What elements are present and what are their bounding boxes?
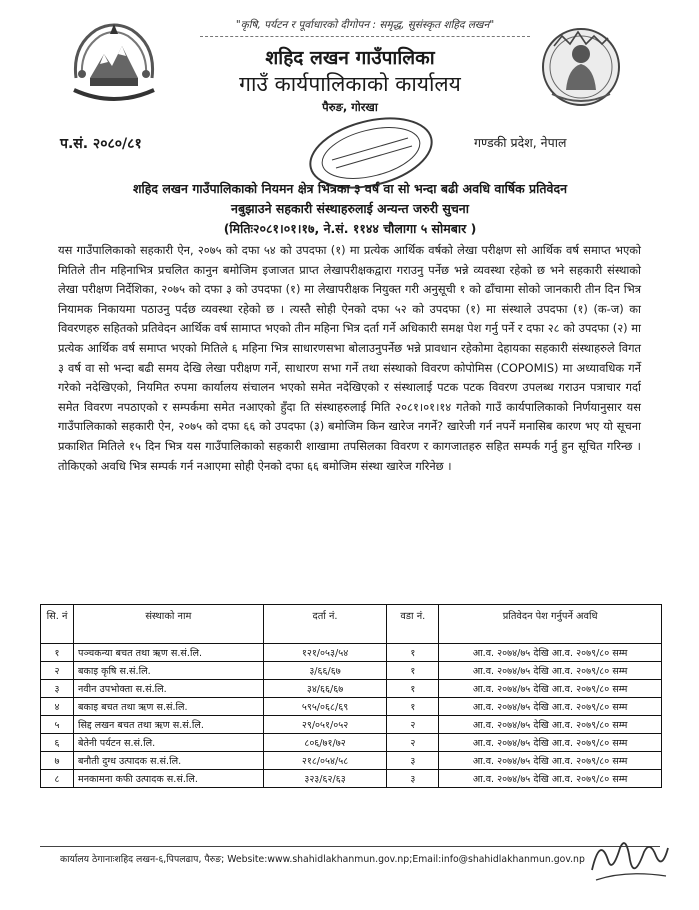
cell-name: बनौती दुग्ध उत्पादक स.सं.लि. (73, 752, 263, 770)
cell-ward: ३ (387, 752, 439, 770)
table-row (41, 662, 662, 680)
municipality-logo-icon (540, 24, 622, 110)
cell-period: आ.व. २०७४/७५ देखि आ.व. २०७९/८० सम्म (439, 770, 662, 788)
cooperatives-table (40, 604, 662, 788)
cell-sn: ७ (41, 752, 74, 770)
cell-ward: २ (387, 716, 439, 734)
notice-heading: शहिद लखन गाउँपालिकाको नियमन क्षेत्र भित्रका ३ वर्ष वा सो भन्दा बढी अवधि वार्षिक प्रतिवेदन (132, 181, 568, 196)
cell-period: आ.व. २०७४/७५ देखि आ.व. २०७९/८० सम्म (439, 734, 662, 752)
header-period: प्रतिवेदन पेश गर्नुपर्ने अवधि (439, 605, 662, 644)
cell-sn: ६ (41, 734, 74, 752)
cell-period: आ.व. २०७४/७५ देखि आ.व. २०७९/८० सम्म (439, 752, 662, 770)
slogan: "कृषि, पर्यटन र पूर्वाधारको दीगोपन : समृद्ध, सुसंस्कृत शहिद लखन" (235, 19, 495, 31)
cell-sn: ३ (41, 680, 74, 698)
cell-period: आ.व. २०७४/७५ देखि आ.व. २०७९/८० सम्म (439, 698, 662, 716)
table-row (41, 752, 662, 770)
cell-ward: ३ (387, 770, 439, 788)
footer-divider (40, 846, 660, 847)
table-body (41, 644, 662, 788)
table-row (41, 680, 662, 698)
cell-reg-no: २९/०५१/०५२ (263, 716, 387, 734)
slogan-divider (200, 36, 530, 37)
cell-period: आ.व. २०७४/७५ देखि आ.व. २०७९/८० सम्म (439, 716, 662, 734)
cell-reg-no: ३२३/६२/६३ (263, 770, 387, 788)
cell-reg-no: ३४/६६/६७ (263, 680, 387, 698)
cell-ward: १ (387, 662, 439, 680)
cell-name: पञ्चकन्या बचत तथा ऋण स.सं.लि. (73, 644, 263, 662)
cell-name: मनकामना कफी उत्पादक स.सं.लि. (73, 770, 263, 788)
cell-ward: २ (387, 734, 439, 752)
notice-date: (मितिः२०८१।०१।१७, ने.सं. ११४४ चौलागा ५ सोमबार ) (223, 221, 477, 236)
cell-reg-no: २१८/०५४/५८ (263, 752, 387, 770)
office-name: गाउँ कार्यपालिकाको कार्यालय (239, 72, 461, 96)
table-row (41, 698, 662, 716)
header-sn: सि. नं (41, 605, 74, 644)
cell-reg-no: ८०६/७१/७२ (263, 734, 387, 752)
cell-name: बेतेनी पर्यटन स.सं.लि. (73, 734, 263, 752)
header-reg-no: दर्ता नं. (263, 605, 387, 644)
table-row (41, 734, 662, 752)
signature-icon (586, 830, 672, 888)
table-header-row (41, 605, 662, 644)
cell-name: सिद्द लखन बचत तथा ऋण स.सं.लि. (73, 716, 263, 734)
footer-address: कार्यालय ठेगानाःशहिद लखन-६,पिपलढाप, पैरुङ; Website:www.shahidlakhanmun.gov.np;Email:info@shahidlakhanmun.gov.np (60, 854, 585, 865)
notice-subheading: नबुझाउने सहकारी संस्थाहरुलाई अन्यन्त जरुरी सुचना (231, 201, 469, 216)
cell-ward: १ (387, 644, 439, 662)
cell-name: नवीन उपभोक्ता स.सं.लि. (73, 680, 263, 698)
province-label: गण्डकी प्रदेश, नेपाल (474, 135, 567, 150)
office-district: पैरुङ, गोरखा (322, 100, 378, 114)
cell-sn: १ (41, 644, 74, 662)
cell-period: आ.व. २०७४/७५ देखि आ.व. २०७९/८० सम्म (439, 662, 662, 680)
cell-ward: १ (387, 680, 439, 698)
cell-period: आ.व. २०७४/७५ देखि आ.व. २०७९/८० सम्म (439, 644, 662, 662)
reference-number: प.सं. २०८०/८१ (60, 136, 142, 152)
cell-sn: २ (41, 662, 74, 680)
cell-sn: ५ (41, 716, 74, 734)
table-row (41, 716, 662, 734)
cell-reg-no: ५९५/०६८/६९ (263, 698, 387, 716)
cell-sn: ४ (41, 698, 74, 716)
cell-period: आ.व. २०७४/७५ देखि आ.व. २०७९/८० सम्म (439, 680, 662, 698)
nepal-emblem-icon (66, 16, 162, 108)
header-ward: वडा नं. (387, 605, 439, 644)
org-name: शहिद लखन गाउँपालिका (265, 47, 435, 69)
notice-body: यस गाउँपालिकाको सहकारी ऐन, २०७५ को दफा ५४ को उपदफा (१) मा प्रत्येक आर्थिक वर्षको लेखा परीक्षण सो आर्थिक वर्ष समाप्त भएको मितिले तीन महिनाभित्र प्रचलित कानुन बमोजिम इजाजत प्राप्त लेखापरीक्षकद्वारा गराउनु पर्नेछ भन्ने व्यवस्था रहेको छ भने सहकारी संस्थाको लेखा परीक्षण निर्देशिका, २०७५ को दफा ३ को उपदफा (१) मा लेखापरीक्षक नियुक्त गरी अनुसूची १ को ढाँचामा सोको जानकारी तीन दिन भित्र नियामक निकायमा पठाउनु पर्दछ व्यवस्था रहेको छ । त्यस्तै सोही ऐनको दफा ५२ को उपदफा (१) मा संस्थाले उपदफा (१) (क-ज) का विवरणहरु सहितको प्रतिवेदन आर्थिक वर्ष सामाप्त भएको तीन महिना भित्र दर्ता गर्ने अधिकारी समक्ष पेश गर्नु पर्ने र दफा २८ को उपदफा (२) मा प्रत्येक आर्थिक वर्ष समाप्त भएको मितिले ६ महिना भित्र साधारणसभा बोलाउनुपर्नेछ भन्ने प्रावधान रहेकोमा देहायका सहकारी संस्थाहरुले विगत ३ वर्ष वा सो भन्दा बढी समय देखि लेखा परीक्षण गर्ने, साधारण सभा गर्ने तथा संस्थाको विवरण कोपोमिस (COPOMIS) मा अध्यावधिक गर्ने गरेको नदेखिएको, नियमित रुपमा कार्यालय संचालन भएको समेत नदेखिएको र संस्थालाई पटक पटक विवरण उपलब्ध गराउन पत्राचार गर्दा समेत विवरण नपठाएको र सम्पर्कमा समेत नआएको हुँदा ति संस्थाहरुलाई मिति २०८१।०१।१४ गतेको गाउँ कार्यपालिकाको निर्णयानुसार यस गाउँपालिकाको सहकारी ऐन, २०७५ को दफा ६६ को उपदफा (३) बमोजिम किन खारेज नगर्ने? खारेजी गर्न नपर्ने मनासिब कारण भए यो सूचना प्रकाशित मितिले १५ दिन भित्र यस गाउँपालिकाको सहकारी शाखामा तपसिलका विवरण र कागजातहरु सहित सम्पर्क गर्नु हुन सूचित गरिन्छ । तोकिएको अवधि भित्र सम्पर्क गर्न नआएमा सोही ऐनको दफा ६६ बमोजिम संस्था खारेज गरिनेछ । (58, 243, 641, 473)
cell-sn: ८ (41, 770, 74, 788)
cell-ward: १ (387, 698, 439, 716)
header-name: संस्थाको नाम (73, 605, 263, 644)
table-row (41, 770, 662, 788)
cell-reg-no: १२१/०५३/५४ (263, 644, 387, 662)
cell-reg-no: ३/६६/६७ (263, 662, 387, 680)
cell-name: बकाइ कृषि स.सं.लि. (73, 662, 263, 680)
table-row (41, 644, 662, 662)
cell-name: बकाइ बचत तथा ऋण स.सं.लि. (73, 698, 263, 716)
